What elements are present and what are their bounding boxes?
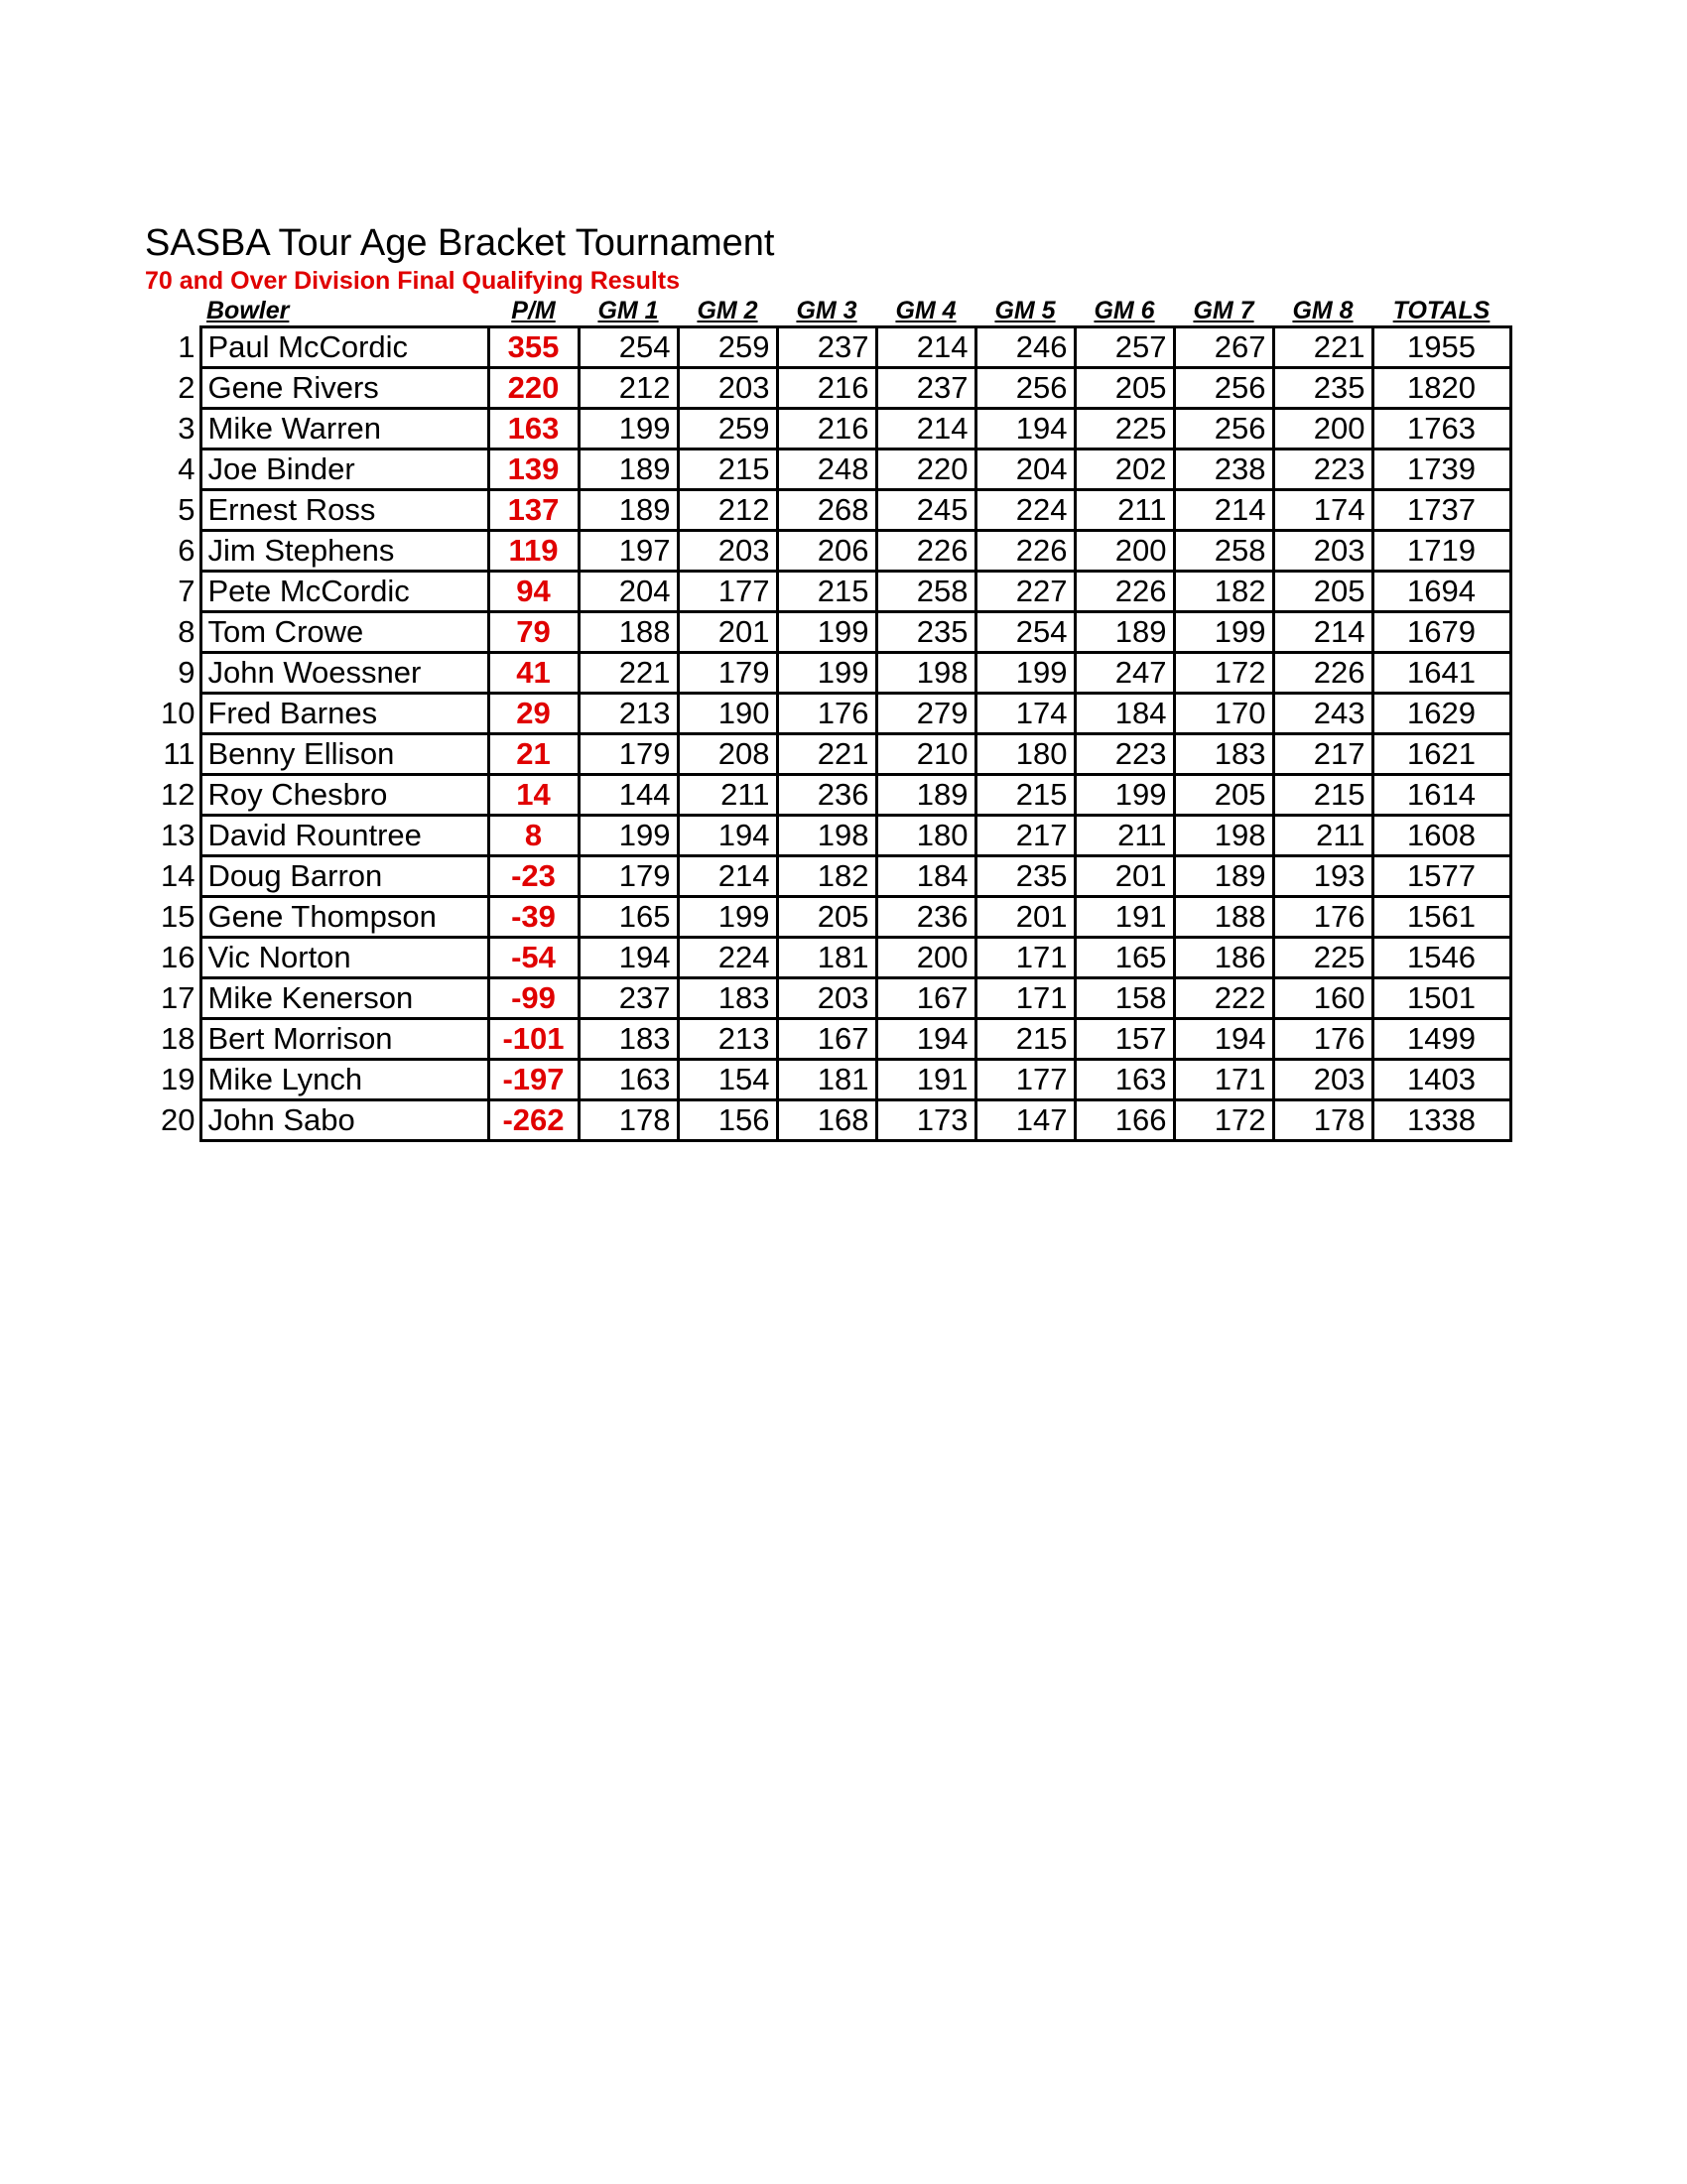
- game-8-score-cell: 205: [1273, 572, 1372, 612]
- total-cell: 1501: [1372, 978, 1510, 1019]
- game-3-score-cell: 168: [777, 1100, 876, 1141]
- game-5-score-cell: 227: [975, 572, 1075, 612]
- game-3-score-cell: 216: [777, 368, 876, 409]
- game-4-score-cell: 194: [876, 1019, 975, 1060]
- game-8-score-cell: 226: [1273, 653, 1372, 694]
- game-3-score-cell: 205: [777, 897, 876, 938]
- game-4-score-cell: 279: [876, 694, 975, 734]
- total-cell: 1719: [1372, 531, 1510, 572]
- results-table: [145, 296, 1512, 1142]
- results-body: [145, 327, 1510, 1141]
- game-2-score-cell: 259: [678, 409, 777, 450]
- game-3-score-cell: 248: [777, 450, 876, 490]
- game-8-score-cell: 215: [1273, 775, 1372, 816]
- game-2-score-cell: 154: [678, 1060, 777, 1100]
- game-2-score-cell: 201: [678, 612, 777, 653]
- pm-cell: 79: [488, 612, 579, 653]
- rank-cell: 19: [161, 1062, 195, 1096]
- bowler-name-cell: Gene Rivers: [200, 368, 488, 409]
- pm-cell: -101: [488, 1019, 579, 1060]
- bowler-name-cell: Vic Norton: [200, 938, 488, 978]
- game-5-score-cell: 180: [975, 734, 1075, 775]
- bowler-name-cell: Gene Thompson: [200, 897, 488, 938]
- game-1-score-cell: 197: [579, 531, 678, 572]
- total-cell: 1820: [1372, 368, 1510, 409]
- table-row: [145, 409, 1510, 450]
- game-1-score-cell: 189: [579, 490, 678, 531]
- total-cell: 1577: [1372, 856, 1510, 897]
- game-7-score-cell: 198: [1174, 816, 1273, 856]
- game-1-score-cell: 212: [579, 368, 678, 409]
- game-7-score-cell: 256: [1174, 368, 1273, 409]
- gm7-header: GM 7: [1193, 297, 1254, 324]
- table-row: [145, 531, 1510, 572]
- game-5-score-cell: 226: [975, 531, 1075, 572]
- bowler-name-cell: Pete McCordic: [200, 572, 488, 612]
- game-2-score-cell: 183: [678, 978, 777, 1019]
- game-2-score-cell: 156: [678, 1100, 777, 1141]
- game-7-score-cell: 199: [1174, 612, 1273, 653]
- game-5-score-cell: 215: [975, 775, 1075, 816]
- bowler-name-cell: John Sabo: [200, 1100, 488, 1141]
- game-2-score-cell: 203: [678, 531, 777, 572]
- game-6-score-cell: 226: [1075, 572, 1174, 612]
- bowler-name-cell: David Rountree: [200, 816, 488, 856]
- game-8-score-cell: 178: [1273, 1100, 1372, 1141]
- game-3-score-cell: 203: [777, 978, 876, 1019]
- game-2-score-cell: 194: [678, 816, 777, 856]
- game-6-score-cell: 166: [1075, 1100, 1174, 1141]
- game-8-score-cell: 174: [1273, 490, 1372, 531]
- bowler-name-cell: Paul McCordic: [200, 327, 488, 368]
- rank-cell: 16: [161, 940, 195, 974]
- game-4-score-cell: 245: [876, 490, 975, 531]
- total-cell: 1608: [1372, 816, 1510, 856]
- game-1-score-cell: 199: [579, 409, 678, 450]
- game-4-score-cell: 226: [876, 531, 975, 572]
- table-row: [145, 572, 1510, 612]
- total-cell: 1629: [1372, 694, 1510, 734]
- game-2-score-cell: 214: [678, 856, 777, 897]
- rank-cell: 10: [161, 696, 195, 730]
- game-8-score-cell: 243: [1273, 694, 1372, 734]
- game-4-score-cell: 189: [876, 775, 975, 816]
- game-2-score-cell: 177: [678, 572, 777, 612]
- total-cell: 1614: [1372, 775, 1510, 816]
- rank-cell: 9: [178, 655, 195, 690]
- game-5-score-cell: 217: [975, 816, 1075, 856]
- game-8-score-cell: 211: [1273, 816, 1372, 856]
- game-4-score-cell: 214: [876, 327, 975, 368]
- bowler-name-cell: Mike Lynch: [200, 1060, 488, 1100]
- game-3-score-cell: 268: [777, 490, 876, 531]
- pm-cell: 29: [488, 694, 579, 734]
- pm-cell: 14: [488, 775, 579, 816]
- game-1-score-cell: 179: [579, 856, 678, 897]
- table-row: [145, 450, 1510, 490]
- game-4-score-cell: 198: [876, 653, 975, 694]
- game-1-score-cell: 179: [579, 734, 678, 775]
- game-8-score-cell: 214: [1273, 612, 1372, 653]
- page-title: SASBA Tour Age Bracket Tournament: [145, 222, 775, 264]
- game-3-score-cell: 216: [777, 409, 876, 450]
- game-7-score-cell: 267: [1174, 327, 1273, 368]
- game-5-score-cell: 254: [975, 612, 1075, 653]
- game-7-score-cell: 188: [1174, 897, 1273, 938]
- game-8-score-cell: 223: [1273, 450, 1372, 490]
- total-cell: 1694: [1372, 572, 1510, 612]
- game-3-score-cell: 215: [777, 572, 876, 612]
- rank-cell: 11: [163, 736, 195, 771]
- table-row: [145, 327, 1510, 368]
- game-1-score-cell: 213: [579, 694, 678, 734]
- game-7-score-cell: 238: [1174, 450, 1273, 490]
- rank-cell: 4: [178, 451, 195, 486]
- game-2-score-cell: 179: [678, 653, 777, 694]
- game-6-score-cell: 223: [1075, 734, 1174, 775]
- bowler-name-cell: Tom Crowe: [200, 612, 488, 653]
- table-row: [145, 612, 1510, 653]
- rank-header: [145, 296, 200, 327]
- bowler-name-cell: Mike Kenerson: [200, 978, 488, 1019]
- rank-cell: 12: [161, 777, 195, 812]
- game-8-score-cell: 176: [1273, 897, 1372, 938]
- pm-cell: -54: [488, 938, 579, 978]
- game-6-score-cell: 225: [1075, 409, 1174, 450]
- total-cell: 1739: [1372, 450, 1510, 490]
- pm-cell: 41: [488, 653, 579, 694]
- table-row: [145, 978, 1510, 1019]
- table-row: [145, 490, 1510, 531]
- total-cell: 1499: [1372, 1019, 1510, 1060]
- total-cell: 1763: [1372, 409, 1510, 450]
- pm-cell: 21: [488, 734, 579, 775]
- game-1-score-cell: 183: [579, 1019, 678, 1060]
- total-cell: 1338: [1372, 1100, 1510, 1141]
- game-4-score-cell: 173: [876, 1100, 975, 1141]
- gm8-header: GM 8: [1292, 297, 1354, 324]
- bowler-name-cell: Benny Ellison: [200, 734, 488, 775]
- game-7-score-cell: 214: [1174, 490, 1273, 531]
- game-1-score-cell: 254: [579, 327, 678, 368]
- game-3-score-cell: 198: [777, 816, 876, 856]
- table-row: [145, 1100, 1510, 1141]
- game-3-score-cell: 236: [777, 775, 876, 816]
- game-3-score-cell: 181: [777, 1060, 876, 1100]
- table-row: [145, 734, 1510, 775]
- game-7-score-cell: 171: [1174, 1060, 1273, 1100]
- pm-cell: 355: [488, 327, 579, 368]
- game-7-score-cell: 189: [1174, 856, 1273, 897]
- game-7-score-cell: 256: [1174, 409, 1273, 450]
- rank-cell: 8: [178, 614, 195, 649]
- header-row: [145, 296, 1510, 327]
- bowler-name-cell: John Woessner: [200, 653, 488, 694]
- table-row: [145, 856, 1510, 897]
- game-7-score-cell: 194: [1174, 1019, 1273, 1060]
- game-3-score-cell: 206: [777, 531, 876, 572]
- total-cell: 1679: [1372, 612, 1510, 653]
- game-1-score-cell: 237: [579, 978, 678, 1019]
- rank-cell: 6: [178, 533, 195, 568]
- pm-header: P/M: [511, 297, 556, 324]
- game-4-score-cell: 191: [876, 1060, 975, 1100]
- pm-cell: 163: [488, 409, 579, 450]
- game-8-score-cell: 203: [1273, 531, 1372, 572]
- total-cell: 1955: [1372, 327, 1510, 368]
- rank-cell: 18: [161, 1021, 195, 1056]
- game-4-score-cell: 184: [876, 856, 975, 897]
- rank-cell: 2: [178, 370, 195, 405]
- game-4-score-cell: 236: [876, 897, 975, 938]
- game-3-score-cell: 176: [777, 694, 876, 734]
- game-8-score-cell: 176: [1273, 1019, 1372, 1060]
- table-row: [145, 1060, 1510, 1100]
- total-cell: 1621: [1372, 734, 1510, 775]
- game-6-score-cell: 211: [1075, 816, 1174, 856]
- game-8-score-cell: 217: [1273, 734, 1372, 775]
- total-cell: 1561: [1372, 897, 1510, 938]
- game-7-score-cell: 222: [1174, 978, 1273, 1019]
- game-2-score-cell: 203: [678, 368, 777, 409]
- game-6-score-cell: 165: [1075, 938, 1174, 978]
- game-4-score-cell: 210: [876, 734, 975, 775]
- game-4-score-cell: 167: [876, 978, 975, 1019]
- results-sheet: [145, 220, 1534, 1142]
- gm2-header: GM 2: [697, 297, 758, 324]
- game-7-score-cell: 186: [1174, 938, 1273, 978]
- game-5-score-cell: 246: [975, 327, 1075, 368]
- rank-cell: 15: [161, 899, 195, 934]
- game-6-score-cell: 247: [1075, 653, 1174, 694]
- game-6-score-cell: 184: [1075, 694, 1174, 734]
- game-3-score-cell: 182: [777, 856, 876, 897]
- bowler-name-cell: Ernest Ross: [200, 490, 488, 531]
- pm-cell: 137: [488, 490, 579, 531]
- game-5-score-cell: 177: [975, 1060, 1075, 1100]
- game-5-score-cell: 204: [975, 450, 1075, 490]
- game-1-score-cell: 199: [579, 816, 678, 856]
- game-5-score-cell: 256: [975, 368, 1075, 409]
- game-2-score-cell: 190: [678, 694, 777, 734]
- game-6-score-cell: 211: [1075, 490, 1174, 531]
- game-1-score-cell: 178: [579, 1100, 678, 1141]
- total-cell: 1403: [1372, 1060, 1510, 1100]
- game-5-score-cell: 171: [975, 978, 1075, 1019]
- table-row: [145, 897, 1510, 938]
- pm-cell: -39: [488, 897, 579, 938]
- game-7-score-cell: 170: [1174, 694, 1273, 734]
- table-row: [145, 653, 1510, 694]
- bowler-name-cell: Jim Stephens: [200, 531, 488, 572]
- game-8-score-cell: 225: [1273, 938, 1372, 978]
- game-6-score-cell: 257: [1075, 327, 1174, 368]
- game-6-score-cell: 158: [1075, 978, 1174, 1019]
- game-5-score-cell: 147: [975, 1100, 1075, 1141]
- game-8-score-cell: 200: [1273, 409, 1372, 450]
- bowler-name-cell: Doug Barron: [200, 856, 488, 897]
- rank-cell: 3: [178, 411, 195, 446]
- game-7-score-cell: 172: [1174, 1100, 1273, 1141]
- game-5-score-cell: 215: [975, 1019, 1075, 1060]
- pm-cell: -262: [488, 1100, 579, 1141]
- gm6-header: GM 6: [1094, 297, 1155, 324]
- gm1-header: GM 1: [597, 297, 659, 324]
- game-1-score-cell: 204: [579, 572, 678, 612]
- game-2-score-cell: 213: [678, 1019, 777, 1060]
- gm3-header: GM 3: [796, 297, 857, 324]
- total-cell: 1737: [1372, 490, 1510, 531]
- game-1-score-cell: 194: [579, 938, 678, 978]
- game-1-score-cell: 163: [579, 1060, 678, 1100]
- game-5-score-cell: 235: [975, 856, 1075, 897]
- pm-cell: 220: [488, 368, 579, 409]
- game-8-score-cell: 203: [1273, 1060, 1372, 1100]
- game-8-score-cell: 193: [1273, 856, 1372, 897]
- game-8-score-cell: 235: [1273, 368, 1372, 409]
- game-5-score-cell: 171: [975, 938, 1075, 978]
- table-row: [145, 938, 1510, 978]
- totals-header: TOTALS: [1392, 297, 1491, 324]
- total-cell: 1546: [1372, 938, 1510, 978]
- game-2-score-cell: 208: [678, 734, 777, 775]
- game-3-score-cell: 181: [777, 938, 876, 978]
- game-3-score-cell: 167: [777, 1019, 876, 1060]
- game-1-score-cell: 165: [579, 897, 678, 938]
- game-1-score-cell: 221: [579, 653, 678, 694]
- bowler-name-cell: Joe Binder: [200, 450, 488, 490]
- game-6-score-cell: 199: [1075, 775, 1174, 816]
- pm-cell: -99: [488, 978, 579, 1019]
- table-row: [145, 694, 1510, 734]
- game-4-score-cell: 235: [876, 612, 975, 653]
- game-3-score-cell: 221: [777, 734, 876, 775]
- rank-cell: 13: [161, 818, 195, 852]
- game-2-score-cell: 212: [678, 490, 777, 531]
- game-1-score-cell: 144: [579, 775, 678, 816]
- game-1-score-cell: 189: [579, 450, 678, 490]
- division-subtitle: 70 and Over Division Final Qualifying Results: [145, 267, 681, 295]
- game-8-score-cell: 221: [1273, 327, 1372, 368]
- rank-cell: 14: [161, 858, 195, 893]
- rank-cell: 20: [161, 1102, 195, 1137]
- bowler-name-cell: Bert Morrison: [200, 1019, 488, 1060]
- game-2-score-cell: 224: [678, 938, 777, 978]
- total-cell: 1641: [1372, 653, 1510, 694]
- game-4-score-cell: 220: [876, 450, 975, 490]
- game-4-score-cell: 200: [876, 938, 975, 978]
- game-3-score-cell: 237: [777, 327, 876, 368]
- game-5-score-cell: 199: [975, 653, 1075, 694]
- table-row: [145, 368, 1510, 409]
- game-7-score-cell: 205: [1174, 775, 1273, 816]
- game-4-score-cell: 214: [876, 409, 975, 450]
- pm-cell: 94: [488, 572, 579, 612]
- game-6-score-cell: 189: [1075, 612, 1174, 653]
- game-7-score-cell: 182: [1174, 572, 1273, 612]
- bowler-name-cell: Mike Warren: [200, 409, 488, 450]
- game-5-score-cell: 194: [975, 409, 1075, 450]
- game-4-score-cell: 237: [876, 368, 975, 409]
- rank-cell: 17: [161, 980, 195, 1015]
- rank-cell: 1: [178, 329, 195, 364]
- game-6-score-cell: 205: [1075, 368, 1174, 409]
- game-6-score-cell: 201: [1075, 856, 1174, 897]
- bowler-name-cell: Fred Barnes: [200, 694, 488, 734]
- gm4-header: GM 4: [895, 297, 957, 324]
- bowler-header: Bowler: [206, 297, 290, 324]
- pm-cell: 119: [488, 531, 579, 572]
- game-7-score-cell: 172: [1174, 653, 1273, 694]
- game-5-score-cell: 224: [975, 490, 1075, 531]
- pm-cell: 139: [488, 450, 579, 490]
- table-row: [145, 816, 1510, 856]
- pm-cell: -197: [488, 1060, 579, 1100]
- game-3-score-cell: 199: [777, 653, 876, 694]
- game-6-score-cell: 157: [1075, 1019, 1174, 1060]
- table-row: [145, 775, 1510, 816]
- game-4-score-cell: 258: [876, 572, 975, 612]
- game-6-score-cell: 191: [1075, 897, 1174, 938]
- game-8-score-cell: 160: [1273, 978, 1372, 1019]
- game-6-score-cell: 202: [1075, 450, 1174, 490]
- game-2-score-cell: 211: [678, 775, 777, 816]
- game-6-score-cell: 163: [1075, 1060, 1174, 1100]
- bowler-name-cell: Roy Chesbro: [200, 775, 488, 816]
- game-7-score-cell: 258: [1174, 531, 1273, 572]
- game-2-score-cell: 215: [678, 450, 777, 490]
- game-6-score-cell: 200: [1075, 531, 1174, 572]
- rank-cell: 5: [178, 492, 195, 527]
- game-2-score-cell: 259: [678, 327, 777, 368]
- pm-cell: -23: [488, 856, 579, 897]
- game-5-score-cell: 201: [975, 897, 1075, 938]
- rank-cell: 7: [178, 574, 195, 608]
- pm-cell: 8: [488, 816, 579, 856]
- game-3-score-cell: 199: [777, 612, 876, 653]
- game-2-score-cell: 199: [678, 897, 777, 938]
- game-7-score-cell: 183: [1174, 734, 1273, 775]
- game-1-score-cell: 188: [579, 612, 678, 653]
- gm5-header: GM 5: [994, 297, 1056, 324]
- game-4-score-cell: 180: [876, 816, 975, 856]
- table-row: [145, 1019, 1510, 1060]
- game-5-score-cell: 174: [975, 694, 1075, 734]
